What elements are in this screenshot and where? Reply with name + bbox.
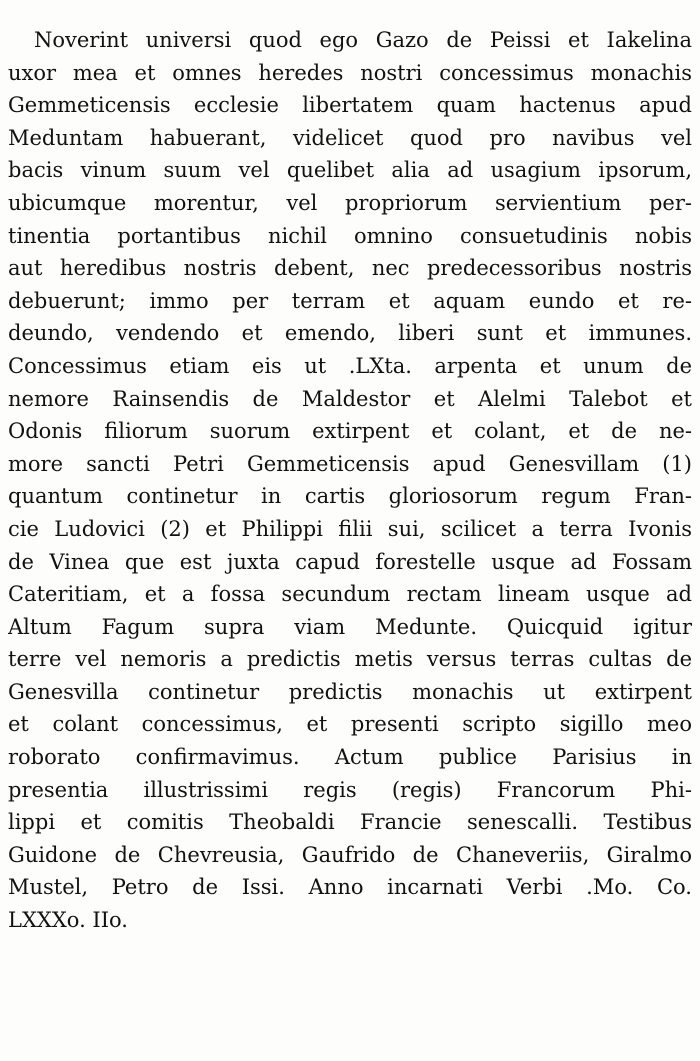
text-line: cie Ludovici (2) et Philippi filii sui, scilicet a terra Ivonis [8, 516, 692, 541]
text-line: deundo, vendendo et emendo, liberi sunt et immunes. [8, 321, 692, 346]
text-line: uxor mea et omnes heredes nostri concessimus monachis [8, 60, 692, 85]
text-line: lippi et comitis Theobaldi Francie senescalli. Testibus [8, 810, 692, 835]
text-line: Meduntam habuerant, videlicet quod pro navibus vel [8, 125, 692, 150]
text-line: Cateritiam, et a fossa secundum rectam lineam usque ad [8, 582, 692, 607]
text-line: Concessimus etiam eis ut .LXta. arpenta et unum de [8, 353, 692, 378]
text-line: Gemmeticensis ecclesie libertatem quam hactenus apud [8, 93, 692, 118]
text-line: Noverint universi quod ego Gazo de Peissi et Iakelina [34, 28, 692, 52]
text-line: bacis vinum suum vel quelibet alia ad usagium ipsorum, [8, 158, 692, 183]
text-line: quantum continetur in cartis gloriosorum regum Fran- [8, 484, 692, 509]
text-line: tinentia portantibus nichil omnino consuetudinis nobis [8, 223, 692, 248]
text-line: presentia illustrissimi regis (regis) Francorum Phi- [8, 777, 692, 802]
text-line: aut heredibus nostris debent, nec predecessoribus nostris [8, 256, 692, 281]
text-line: roborato confirmavimus. Actum publice Parisius in [8, 745, 692, 770]
text-line: terre vel nemoris a predictis metis versus terras cultas de [8, 647, 692, 672]
text-line: Genesvilla continetur predictis monachis ut extirpent [8, 679, 692, 704]
charter-text [8, 24, 692, 937]
text-line: ubicumque morentur, vel propriorum servientium per- [8, 190, 692, 215]
text-line: Mustel, Petro de Issi. Anno incarnati Verbi .Mo. Co. [8, 875, 692, 900]
text-line: Altum Fagum supra viam Medunte. Quicquid igitur [8, 614, 692, 639]
text-line: Guidone de Chevreusia, Gaufrido de Chaneveriis, Giralmo [8, 842, 692, 867]
text-line: more sancti Petri Gemmeticensis apud Genesvillam (1) [8, 451, 692, 476]
text-line: debuerunt; immo per terram et aquam eundo et re- [8, 288, 692, 313]
text-line: et colant concessimus, et presenti scripto sigillo meo [8, 712, 692, 737]
text-line: Odonis filiorum suorum extirpent et colant, et de ne- [8, 419, 692, 444]
text-line: LXXXo. IIo. [8, 908, 128, 933]
text-line: de Vinea que est juxta capud forestelle usque ad Fossam [8, 549, 692, 574]
text-line: nemore Rainsendis de Maldestor et Alelmi Talebot et [8, 386, 692, 411]
